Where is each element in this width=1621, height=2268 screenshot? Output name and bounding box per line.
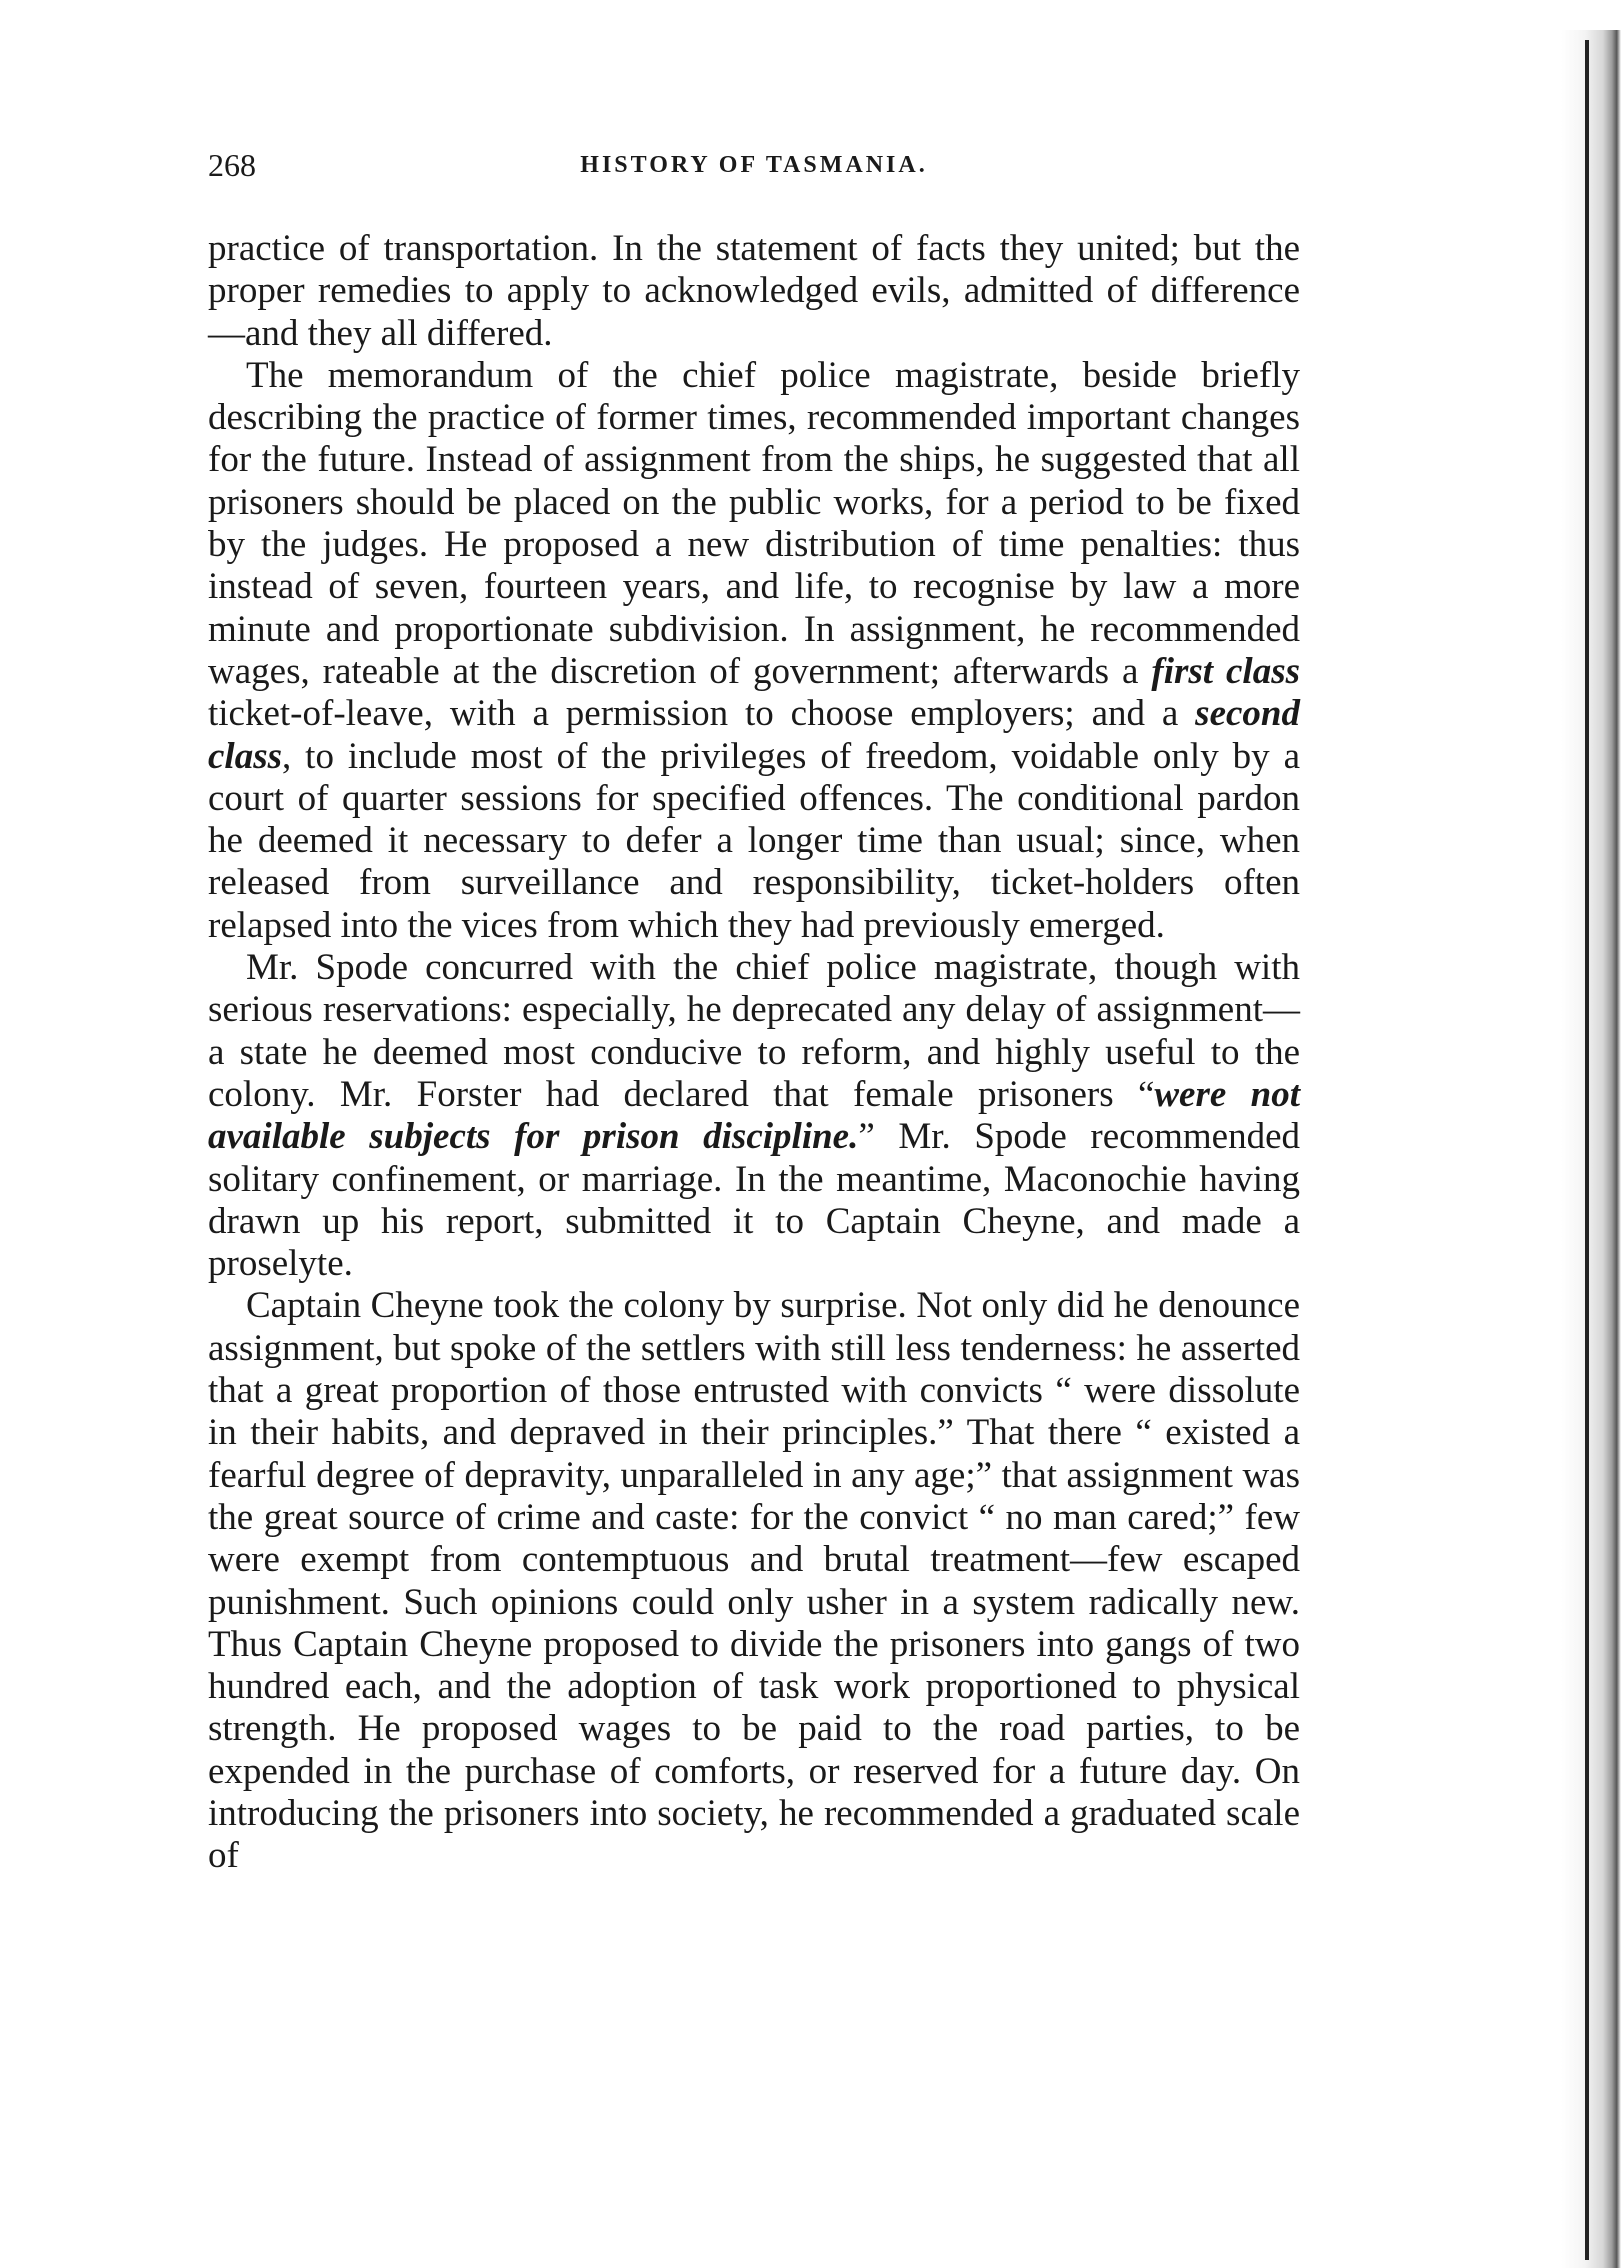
text-run: practice of transportation. In the statement of facts they united; but the proper remedies to apply to acknowledged evils, admitted of difference—and they all differed. xyxy=(208,228,1300,354)
text-run: ” Mr. Spode recommended solitary confinement, or marriage. In the meantime, Maconochie having drawn up his report, submitted it to Captain Cheyne, and made a proselyte. xyxy=(208,1116,1300,1285)
page-binding-edge xyxy=(1561,30,1621,2268)
text-run: , to include most of the privileges of freedom, voidable only by a court of quarter sessions for specified offences. The conditional pardon he deemed it necessary to defer a longer time than usual; since, when released from surveillance and responsibility, ticket-holders often relapsed into the vices from which they had previously emerged. xyxy=(208,735,1300,946)
text-run: ticket-of-leave, with a permission to choose employers; and a xyxy=(208,693,1196,735)
running-title: HISTORY OF TASMANIA. xyxy=(580,152,928,178)
binding-shadow-line xyxy=(1585,40,1589,2260)
text-run: The memorandum of the chief police magistrate, beside briefly describing the practice of former times, recommended important changes for the future. Instead of assignment from the ships, he suggested that all prisoners should be placed on the public works, for a period to be fixed by the judges. He proposed a new distribution of time penalties: thus instead of seven, fourteen years, and life, to recognise by law a more minute and proportionate subdivision. In assignment, he recommended wages, rateable at the discretion of government; afterwards a xyxy=(208,354,1300,692)
text-run: Mr. Spode concurred with the chief police magistrate, though with serious reservations: especially, he deprecated any delay of assignment—a state he deemed most conducive to reform, and highly useful to the colony. Mr. Forster had declared that female prisoners “ xyxy=(208,947,1300,1115)
text-run: Captain Cheyne took the colony by surprise. Not only did he denounce assignment, but spoke of the settlers with still less tenderness: he asserted that a great proportion of those entrusted with convicts “ were dissolute in their habits, and depraved in their principles.” That there “ existed a fearful degree of depravity, unparalleled in any age;” that assignment was the great source of crime and caste: for the convict “ no man cared;” few were exempt from contemptuous and brutal treatment—few escaped punishment. Such opinions could only usher in a system radically new. Thus Captain Cheyne proposed to divide the prisoners into gangs of two hundred each, and the adoption of task work proportioned to physical strength. He proposed wages to be paid to the road parties, to be expended in the purchase of comforts, or reserved for a future day. On introducing the prisoners into society, he recommended a graduated scale of xyxy=(208,1285,1300,1877)
paragraph-2 xyxy=(208,355,1300,947)
paragraph-3 xyxy=(208,947,1300,1285)
paragraph-1 xyxy=(208,228,1300,355)
paragraph-4 xyxy=(208,1285,1300,1877)
italic-run: were not available subjects for prison discipline. xyxy=(208,1073,1300,1158)
italic-run: second class xyxy=(208,693,1300,777)
page-number: 268 xyxy=(208,147,256,183)
italic-run: first class xyxy=(1151,650,1300,692)
body-text xyxy=(208,228,1300,1878)
page-header xyxy=(208,140,1300,190)
